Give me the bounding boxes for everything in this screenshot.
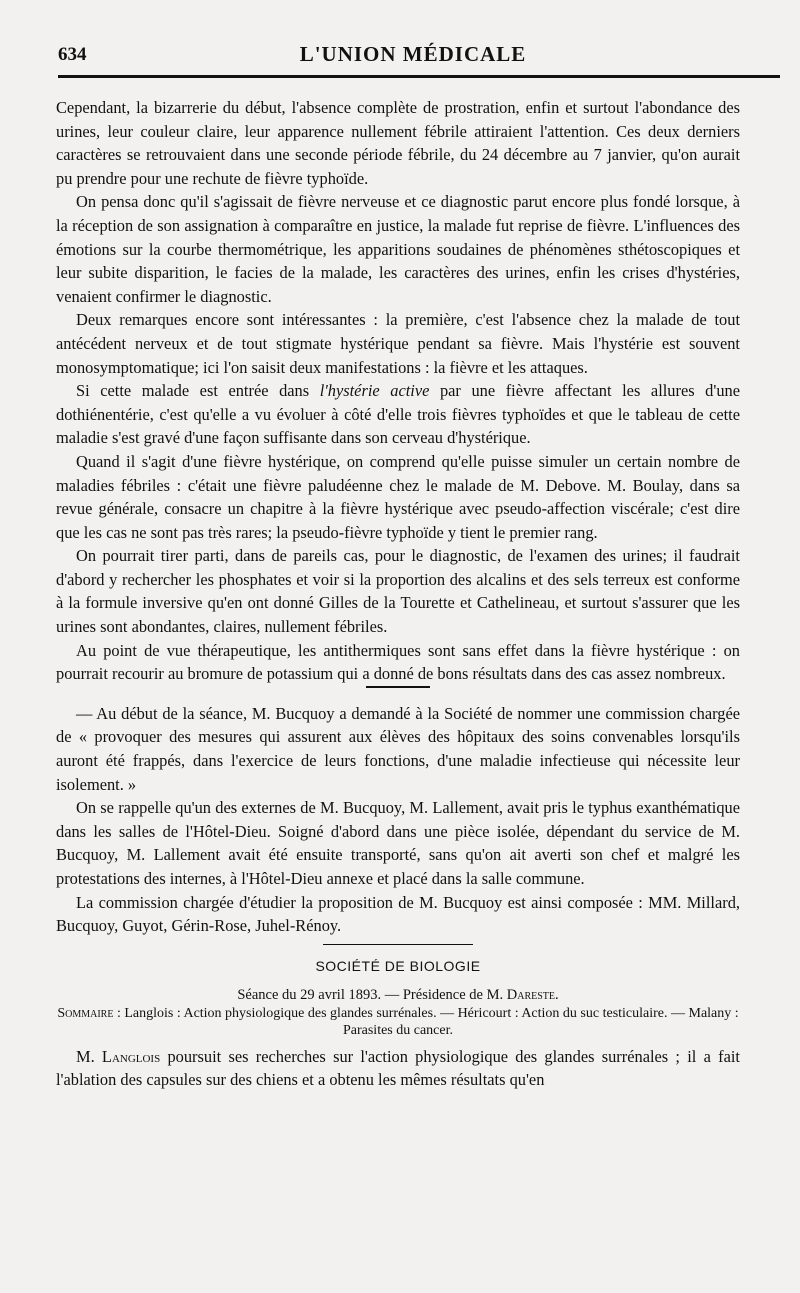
paragraph: Au point de vue thérapeutique, les antithermiques sont sans effet dans la fièvre hystérique : on pourrait recourir au bromure de potassium qui a donné de bons résultats dans des cas assez nombreux. [56,640,740,684]
seance-line [56,985,740,1005]
sommaire [56,1005,740,1039]
seance-text: Séance du 29 avril 1893. — Présidence de M. [237,986,507,1003]
page-header [58,38,768,68]
emphasis-text: l'hystérie active [319,381,430,401]
seance-end: . [555,986,559,1003]
paragraph [56,1045,740,1092]
paragraph: On pensa donc qu'il s'agissait de fièvre nerveuse et ce diagnostic parut encore plus fondé lorsque, à la réception de son assignation à comparaître en justice, la malade fut reprise de fièvre. L'influences des émotions sur la courbe thermométrique, les apparitions soudaines de phénomènes sthétoscopiques et leur subite disparition, le facies de la malade, les caractères des urines, enfin les crises d'hystéries, venaient confirmer le diagnostic. [56,192,740,306]
article-body [56,96,740,1092]
paragraph: — Au début de la séance, M. Bucquoy a demandé à la Société de nommer une commission chargée de « provoquer des mesures qui assurent aux élèves des hôpitaux des soins convenables lorsqu'ils auront été frappés, dans l'exercice de leurs fonctions, d'une maladie infectieuse qui nécessite leur isolement. » [56,703,740,794]
paragraph [56,379,740,450]
paragraph: On pourrait tirer parti, dans de pareils cas, pour le diagnostic, de l'examen des urines; il faudrait d'abord y rechercher les phosphates et voir si la proportion des alcalins et des sels terreux est conforme à la formule inversive qu'en ont donné Gilles de la Tourette et Cathelineau, et surtout s'assurer que les urines sont abondantes, claires, nullement fébriles. [56,546,740,637]
paragraph-text: poursuit ses recherches sur l'action physiologique des glandes surrénales ; il a fait l'ablation des capsules sur des chiens et a obtenu les mêmes résultats qu'en [56,1046,740,1090]
paragraph: On se rappelle qu'un des externes de M. Bucquoy, M. Lallement, avait pris le typhus exanthématique dans les salles de l'Hôtel-Dieu. Soigné d'abord dans une pièce isolée, dépendant du service de M. Bucquoy, M. Lallement avait été ensuite transporté, sans qu'on ait averti son chef et malgré les protestations des internes, à l'Hôtel-Dieu annexe et placé dans la salle commune. [56,798,740,888]
paragraph: Quand il s'agit d'une fièvre hystérique, on comprend qu'elle puisse simuler un certain nombre de maladies fébriles : c'était une fièvre paludéenne chez le malade de M. Debove. M. Boulay, dans sa revue générale, consacre un chapitre à la fièvre hystérique avec pseudo-affection viscérale; c'est dire que les cas ne sont pas très rares; la pseudo-fièvre typhoïde y tient le premier rang. [56,451,740,542]
paragraph: Deux remarques encore sont intéressantes : la première, c'est l'absence chez la malade de tout antécédent nerveux et de tout stigmate hystérique pendant sa fièvre. Mais l'hystérie est souvent monosymptomatique; ici l'on saisit deux manifestations : la fièvre et les attaques. [56,310,740,377]
journal-title: L'UNION MÉDICALE [299,42,527,66]
section-title: SOCIÉTÉ DE BIOLOGIE [315,958,481,975]
sommaire-text: : Langlois : Action physiologique des glandes surrénales. — Héricourt : Action du suc testiculaire. — Malany : Parasites du cancer. [113,1005,739,1038]
paragraph-text: Si cette malade est entrée dans [76,381,320,401]
paragraph-text: par une fièvre affectant les allures d'une dothiénentérie, c'est qu'elle a vu évoluer à côté d'elle trois fièvres typhoïdes et que le tableau de cette maladie s'est gravé d'une façon suffisante dans son cerveau d'hystérique. [56,381,741,448]
paragraph: Cependant, la bizarrerie du début, l'absence complète de prostration, enfin et surtout l'abondance des urines, leur couleur claire, leur apparence nullement fébrile attiraient l'attention. Ces deux derniers caractères se retrouvaient dans une seconde période fébrile, du 24 décembre au 7 janvier, qu'on aurait pu prendre pour une rechute de fièvre typhoïde. [56,98,740,188]
speaker-name: M. Langlois [76,1046,161,1066]
president-name: Dareste [506,986,555,1003]
paragraph: La commission chargée d'étudier la proposition de M. Bucquoy est ainsi composée : MM. Millard, Bucquoy, Guyot, Gérin-Rose, Juhel-Rénoy. [56,892,740,936]
sommaire-label: Sommaire [57,1005,114,1021]
header-rule [58,75,780,78]
spacer [56,688,740,702]
page-number: 634 [58,44,87,65]
separator-long [323,944,473,946]
